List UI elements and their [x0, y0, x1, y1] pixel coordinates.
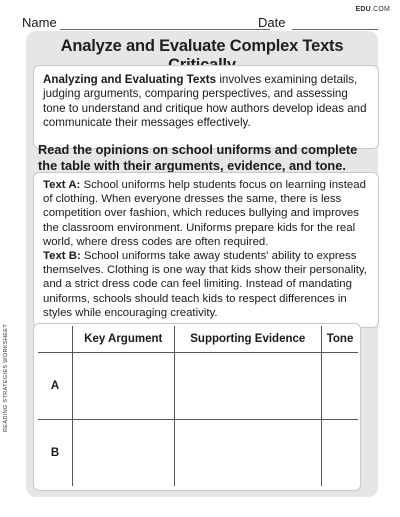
side-label-container [0, 300, 16, 470]
text-a-label: Text A: [43, 179, 81, 191]
row-label-b: B [38, 419, 73, 486]
cell-b-key-argument[interactable] [73, 419, 175, 486]
text-a-body: School uniforms help students focus on learning instead of clothing. When everyone dresses the same, there is less competition over fashion, which reduces bullying and improves the classroom environment. Uniforms prepare kids for the real world, where dress codes are often required. [43, 179, 366, 248]
texts-box [33, 172, 379, 328]
analysis-table [38, 326, 358, 486]
table-header-key-argument: Key Argument [73, 326, 175, 352]
logo-main: EDU [355, 6, 371, 13]
table-header-tone: Tone [322, 326, 358, 352]
side-label: READING STRATEGIES WORKSHEET [3, 323, 9, 433]
cell-b-supporting-evidence[interactable] [174, 419, 322, 486]
text-b-body: School uniforms take away students' ability to express themselves. Clothing is one way that kids show their personality, and a strict dress code can feel limiting. Instead of mandating uniforms, schools should teach kids to respect differences in styles while encouraging creativity. [43, 250, 367, 319]
text-a [43, 178, 369, 249]
page-title: Analyze and Evaluate Complex Texts [60, 37, 344, 55]
text-b [43, 249, 369, 320]
table-row [38, 419, 358, 486]
instruction: Read the opinions on school uniforms and complete the table with their arguments, evidence, and tone. [38, 142, 358, 173]
header [22, 10, 378, 32]
date-label: Date [258, 15, 286, 30]
cell-a-supporting-evidence[interactable] [174, 352, 322, 419]
date-field-line[interactable] [292, 29, 378, 30]
cell-a-tone[interactable] [322, 352, 358, 419]
table-header-supporting-evidence: Supporting Evidence [174, 326, 322, 352]
table-box [33, 323, 361, 491]
table-header-blank [38, 326, 73, 352]
cell-a-key-argument[interactable] [73, 352, 175, 419]
edu-logo [356, 6, 390, 13]
table-row [38, 352, 358, 419]
name-field-line[interactable] [60, 29, 270, 30]
logo-suffix: .COM [370, 6, 390, 13]
name-label: Name [22, 15, 57, 30]
text-b-label: Text B: [43, 250, 81, 263]
intro-bold: Analyzing and Evaluating Texts [43, 73, 217, 86]
table-header-row [38, 326, 358, 352]
intro-text: involves examining details, judging arguments, comparing perspectives, and assessing tone to understand and critique how authors develop ideas and communicate their messages effectively. [43, 73, 367, 129]
intro-box [33, 65, 379, 149]
row-label-a: A [38, 352, 73, 419]
cell-b-tone[interactable] [322, 419, 358, 486]
